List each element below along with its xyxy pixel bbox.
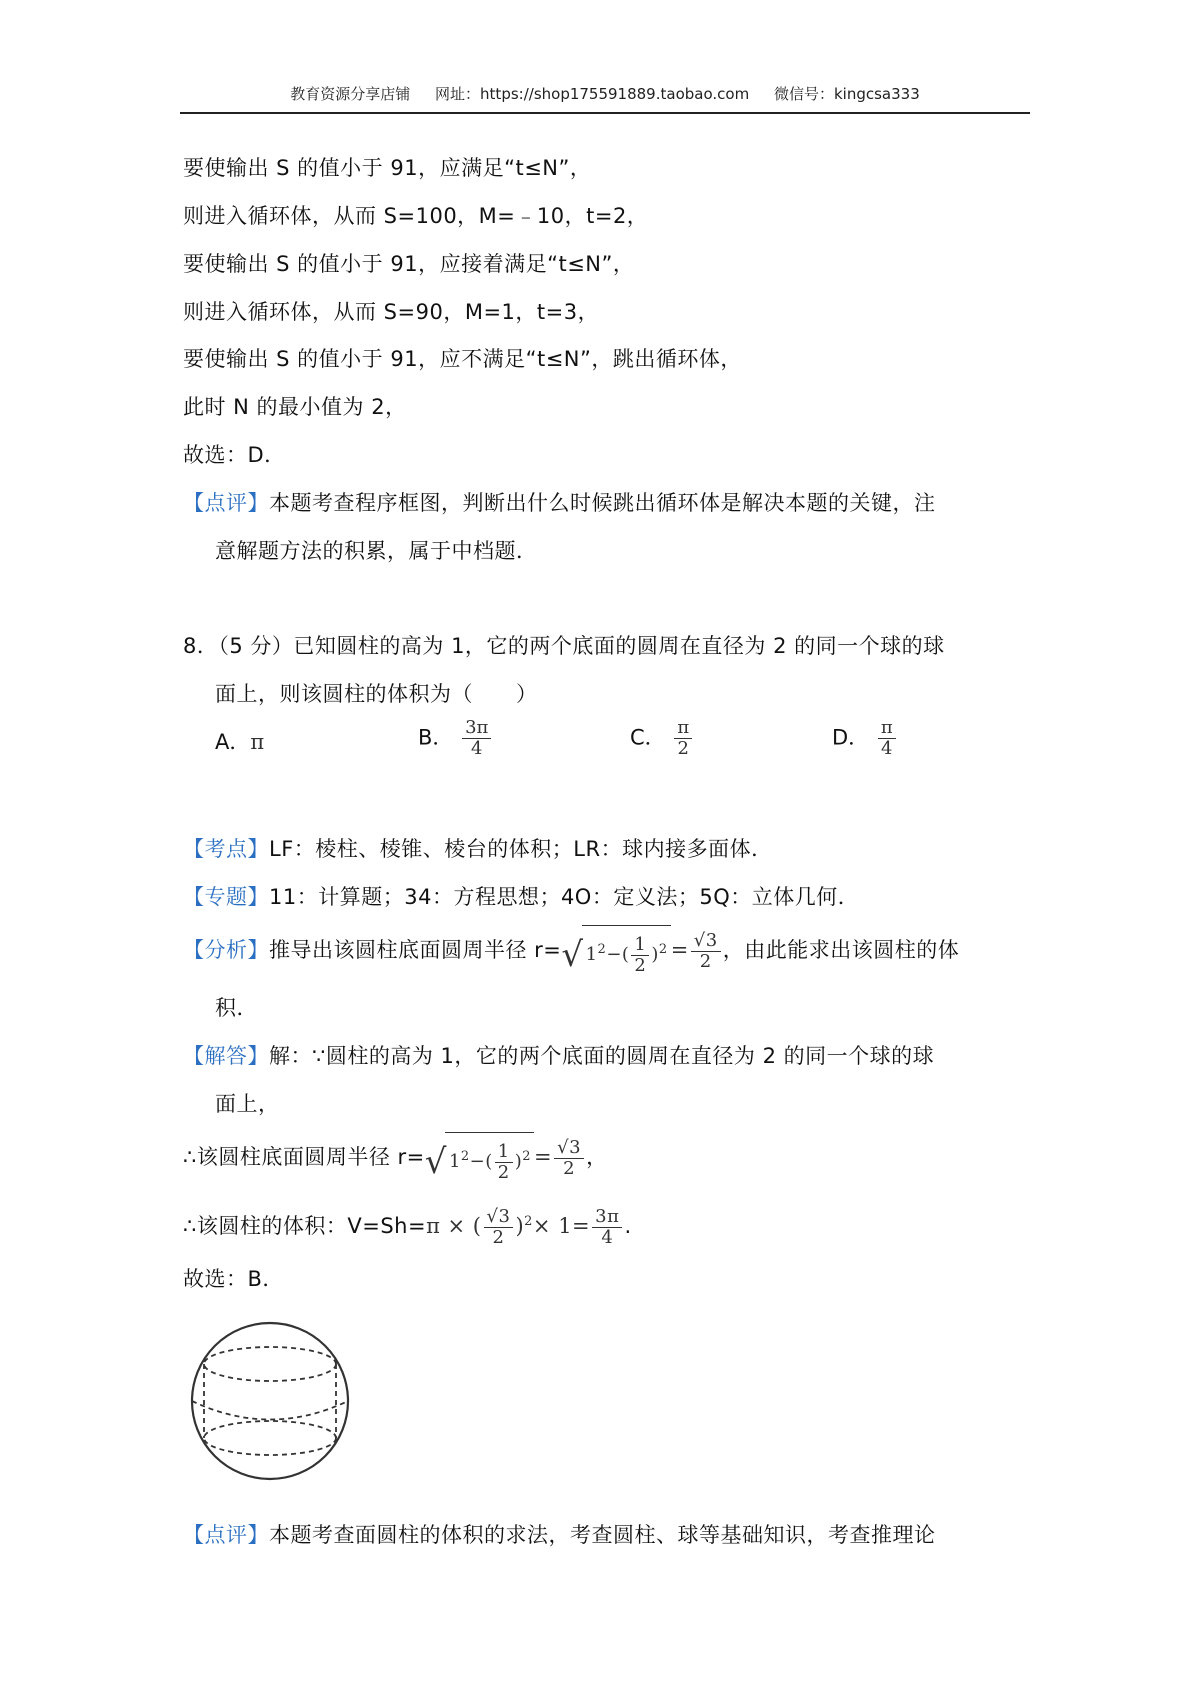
kaodian-text: LF：棱柱、棱锥、棱台的体积；LR：球内接多面体． [269,837,773,861]
solution-line-7: 故选：D． [183,443,286,467]
option-c [630,718,694,759]
fenxi-radius-result: $\frac{√3}{2}$ [691,931,721,972]
comment-2-text: 本题考查面圆柱的体积的求法，考查圆柱、球等基础知识，考查推理论 [269,1523,936,1547]
solution-line-5: 要使输出 S 的值小于 91，应不满足“t≤N”，跳出循环体， [183,347,742,371]
jieda-line-1 [183,1041,934,1071]
option-a-label: A． [215,730,251,754]
option-a-value: π [250,730,265,754]
question-8-line-1: 8．（5 分）已知圆柱的高为 1，它的两个底面的圆周在直径为 2 的同一个球的球 [183,634,945,658]
solution-line-4: 则进入循环体，从而 S=90，M=1，t=3， [183,300,600,324]
option-d [832,718,898,759]
jieda-radius-result: $\frac{√3}{2}$ [554,1138,584,1179]
comment-1-line-2: 意解题方法的积累，属于中档题． [215,539,538,563]
option-b [418,718,493,759]
header-shop: 教育资源分享店铺 [290,85,411,103]
jieda-radius-sqrt: √ $1^2-$( $\frac{1}{2}$ )$^2$ [425,1132,534,1184]
option-d-denominator: 4 [881,738,893,759]
fenxi-text: 推导出该圆柱底面圆周半径 r= [269,938,562,962]
option-a [215,727,264,757]
option-b-fraction [462,718,491,759]
kaodian-tag: 【考点】 [183,837,269,861]
solution-line-6: 此时 N 的最小值为 2， [183,395,407,419]
volume-root3-fraction: $\frac{√3}{2}$ [484,1207,514,1248]
option-b-numerator: 3π [462,718,491,739]
zhuanti-tag: 【专题】 [183,885,269,909]
option-d-label: D． [832,725,870,750]
sphere-equator [192,1401,348,1420]
option-c-denominator: 2 [677,738,689,759]
sphere-cylinder-figure [186,1320,354,1482]
fenxi-line-1: 【分析】推导出该圆柱底面圆周半径 r=√ $1^2-$( $\frac{1}{2}$ )$^2$ = $\frac{√3}{2}$ ，由此能求出该圆柱的体 [183,925,959,977]
jieda-answer: 故选：B． [183,1267,284,1291]
comment-tag: 【点评】 [183,491,269,515]
fenxi-radius-sqrt: √ $1^2-$( $\frac{1}{2}$ )$^2$ [561,925,670,977]
zhuanti-text: 11：计算题；34：方程思想；4O：定义法；5Q：立体几何． [269,885,860,909]
volume-result-fraction: $\frac{3\pi}{4}$ [592,1207,622,1248]
option-c-numerator: π [674,718,692,739]
jieda-volume-text: ∴该圆柱的体积：V=Sh= [183,1214,427,1238]
jieda-text: 解：∵圆柱的高为 1，它的两个底面的圆周在直径为 2 的同一个球的球 [269,1044,935,1068]
zhuanti-line [183,882,859,912]
solution-line-3: 要使输出 S 的值小于 91，应接着满足“t≤N”， [183,252,635,276]
cylinder-bottom-ellipse [204,1421,336,1455]
option-d-numerator: π [878,718,896,739]
option-c-label: C． [630,725,666,750]
jieda-line-2: 面上， [215,1092,280,1116]
jieda-tag: 【解答】 [183,1044,269,1068]
fenxi-text-end: ，由此能求出该圆柱的体 [722,938,960,962]
fenxi-tag: 【分析】 [183,938,269,962]
option-b-denominator: 4 [471,738,483,759]
comment-1-line-1 [183,488,936,518]
page-header [180,80,1030,114]
option-d-fraction [878,718,896,759]
fenxi-line-2: 积． [215,996,258,1020]
header-wechat: 微信号：kingcsa333 [773,85,920,103]
option-c-fraction [674,718,692,759]
question-8-line-2: 面上，则该圆柱的体积为（ ） [215,682,538,706]
kaodian-line [183,834,773,864]
comment-text: 本题考查程序框图，判断出什么时候跳出循环体是解决本题的关键，注 [269,491,936,515]
jieda-volume-line: ∴该圆柱的体积：V=Sh=π × ( $\frac{√3}{2}$ )$^2$× 1= $\frac{3\pi}{4}$ . [183,1205,632,1248]
comment-2-line [183,1520,936,1550]
jieda-radius-text: ∴该圆柱底面圆周半径 r= [183,1145,425,1169]
option-b-label: B． [418,725,454,750]
solution-line-1: 要使输出 S 的值小于 91，应满足“t≤N”， [183,156,592,180]
header-site: 网址：https://shop175591889.taobao.com [435,85,750,103]
solution-line-2: 则进入循环体，从而 S=100，M=﹣10，t=2， [183,204,649,228]
sphere-outline [192,1323,348,1479]
comment-2-tag: 【点评】 [183,1523,269,1547]
jieda-radius-line: ∴该圆柱底面圆周半径 r=√ $1^2-$( $\frac{1}{2}$ )$^2$ = $\frac{√3}{2}$ ， [183,1132,608,1184]
cylinder-top-ellipse [204,1347,336,1381]
